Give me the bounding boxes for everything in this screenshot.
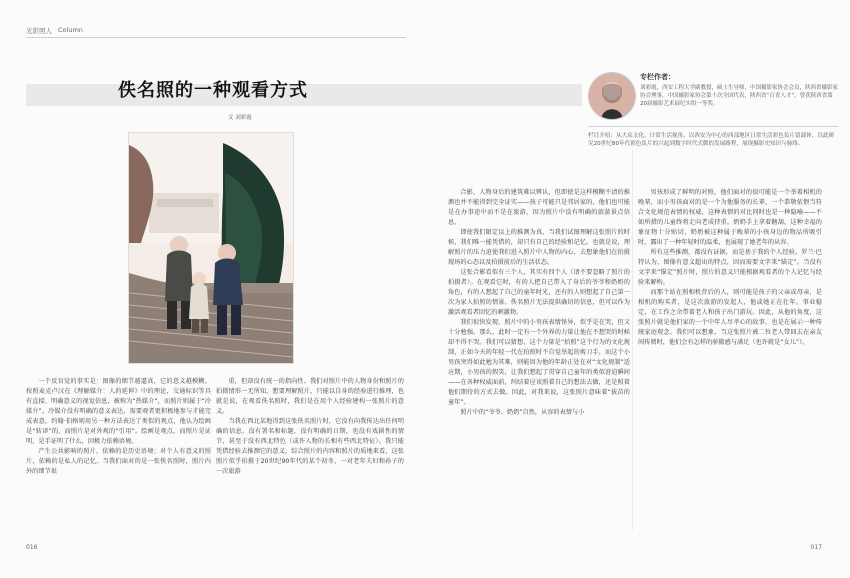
author-avatar	[588, 72, 636, 120]
paragraph: 照片中的“爷爷、奶奶”自然，从容的表情与小	[460, 409, 585, 416]
paragraph: 所有这些推测，都没有证据，而是基于我的个人经验。罗兰·巴特认为，图像有意义超出的特点，因而需要文字来“锚定”。当没有文字来“锚定”照片时，照片的意义只能根据观看者的个人记忆与经验来解构。	[638, 249, 822, 286]
header-rule	[26, 37, 406, 38]
article-column-3	[448, 188, 630, 418]
author-label: 专栏作者：	[640, 73, 675, 81]
anonymous-photo	[128, 132, 294, 364]
paragraph: 男孩形成了鲜明的对照，他们面对的很可能是一个举着相机的晚辈，而小男孩面对的是一个为他服务的长辈，一个恭敬依偎当符合文化规范表情的权威，这种表情的对比同时也是一种隐喻——不如所措的儿童终将走向老成持重。奶奶手上拿着糖葫，这种幸福的象征物十分贴切，奶奶被这种属于晚辈的小孩身边的物品所吸引时，露出了一种年轻时的温柔，也展现了她老年的从容。	[638, 189, 822, 246]
paragraph: 一个反盲觉的事实是：图像的细节越逼真，它的意义越模糊。按照麦克卢汉在《理解媒介：人的延伸》中的理论，交通标识等具有直接、明确意义的视觉信息，被称为“热媒介”，而照片则属于“冷媒介”。冷媒介没有明确的意义表达，需要观者更积极地参与才能完成表意，约翰·伯格则用另一种方法表达了类似的观点，他认为绘画是“转译”的，而照片是对外观的“引用”。绘画是观点，而照片是证明，是手证明了什么，因极力依赖语境。	[26, 378, 211, 445]
column-intro: 栏目介绍：从大众文化、日常生活视角，以西安为中心的西部地区日常生活彩色负片留载体，以此研究20世纪80年代彩色负片的兴起到数字时代式微的发展路程，展现摄影史知识与脉络。	[588, 133, 835, 148]
photo-illustration	[129, 133, 293, 363]
byline: 文 刘彩霞	[228, 115, 252, 121]
column-header	[26, 26, 83, 35]
page-number-left: 016	[26, 544, 38, 551]
column-name: 光影照人	[26, 27, 52, 35]
article-column-4	[638, 188, 822, 348]
paragraph: 而那个站在照相机背后的人，则可能是孩子的父亲或母亲，是相机的购买者，是这次旅游的发起人，他或她正在壮年，事业稳定，在工作之余带着老人和孩子出门游玩。因此，从他的角度，这张照片就是他们家的一个中年人尽孝心的故事，也是在展示一种传统家庭观念。我们可以想象，当这张照片被二位老人带回去在亲友间传阅时，他们会有怎样的骄傲感与满足（也许就是“女儿”）。	[638, 289, 822, 346]
paragraph: 重，但却没有统一的指向性。我们对照片中的人物身份和照片的拍摄情形一无所知，想要理解照片，只能以自身的经验进行推理，也就是说，在观看佚名照时，我们是在用个人经验建构一张照片的意义。	[216, 378, 404, 415]
avatar-image	[589, 73, 635, 119]
paragraph: 这张合影看似有三个人，其实有四个人（请不要忽略了照片的拍摄者）。在观看它时，有的人把自己带入了身后的爷爷和奶奶的角色，有的人想起了自己的童年时光，还有的人则想起了自己第一次为家人拍照的情景。佚名照片无法提供确切的信息，但可以作为激活观看者回忆的刺激物。	[448, 269, 630, 316]
author-rule	[588, 126, 838, 127]
column-name-en: Column	[58, 26, 83, 34]
paragraph: 即使我们限定以上的推测为真，当我们试图理解这张照片的时候，我们唯一能凭借的，却只有自己的经验和记忆。也就是说，理解照片的压力迫使我们进入照片中人物的内心，去想象他们在拍摄现场的心态以及拍摄前后的生活状态。	[448, 229, 630, 266]
article-column-2	[216, 377, 404, 477]
article-title: 佚名照的一种观看方式	[118, 80, 308, 101]
paragraph: 当我在西北某地得到这张佚名照片时，它没有向我传达出任何明确的信息。没有署名和标题，没有明确的日期，也没有戏剧性的情节，甚至于没有西北特色（或许人物的长相有些西北特征）。我只能凭借经验去推测它的意义，综合照片的内容和照片的质地来看，这张照片似乎拍摄于20世纪90年代的某个初冬，一对老年夫妇和孙子的一次旅游	[216, 418, 404, 475]
column-divider	[632, 150, 633, 530]
page-number-right: 017	[810, 544, 822, 551]
paragraph: 合影，人物身后的建筑难以辨认，但即使是这样模糊不清的推测也并不能得到完全证实——孩子可能只是邻居家的，他们也可能是在办事途中而不是在旅游，因为照片中没有明确的旅游景点信息。	[448, 189, 630, 226]
article-column-1	[26, 377, 211, 477]
paragraph: 我们很快发现，照片中的小男孩表情怪异，似乎是在哭，但又十分勉强。那么，此时一定有一个外界的力量让他在不想哭的时候却不得不哭。我们可以猜想，这个力量是“拍照”这个行为的文化规制，正如今天的年轻一代在拍照时不自觉举起的剪刀手，而这个小男孩突得如此勉为其难，则能因为他的年龄正处在对“文化规制”适应期，小男孩的假笑，让我们想起了贯穿自己童年的类似窘迫瞬间——在各种权威面前，纠结着应该照着自己的想法去做，还是照着他们期待的方式去做。因此，对我来说，这张照片意味着“拔苗的童年”。	[448, 319, 630, 406]
paragraph: 产生公共影响的照片，依赖的是历史语境；对个人有意义的照片，依赖的是私人的记忆。当我们面对的是一张佚名照时，照片内外的细节很	[26, 448, 211, 475]
author-bio: 刘彩霞，西安工程大学副教授，硕士生导师，中国摄影家协会会员，陕西省摄影家协会理事，中国摄影家协会第十次全国代表，陕西省“百青人才”，曾获陕西省第20届摄影艺术展纪实组一等奖。	[640, 85, 839, 107]
